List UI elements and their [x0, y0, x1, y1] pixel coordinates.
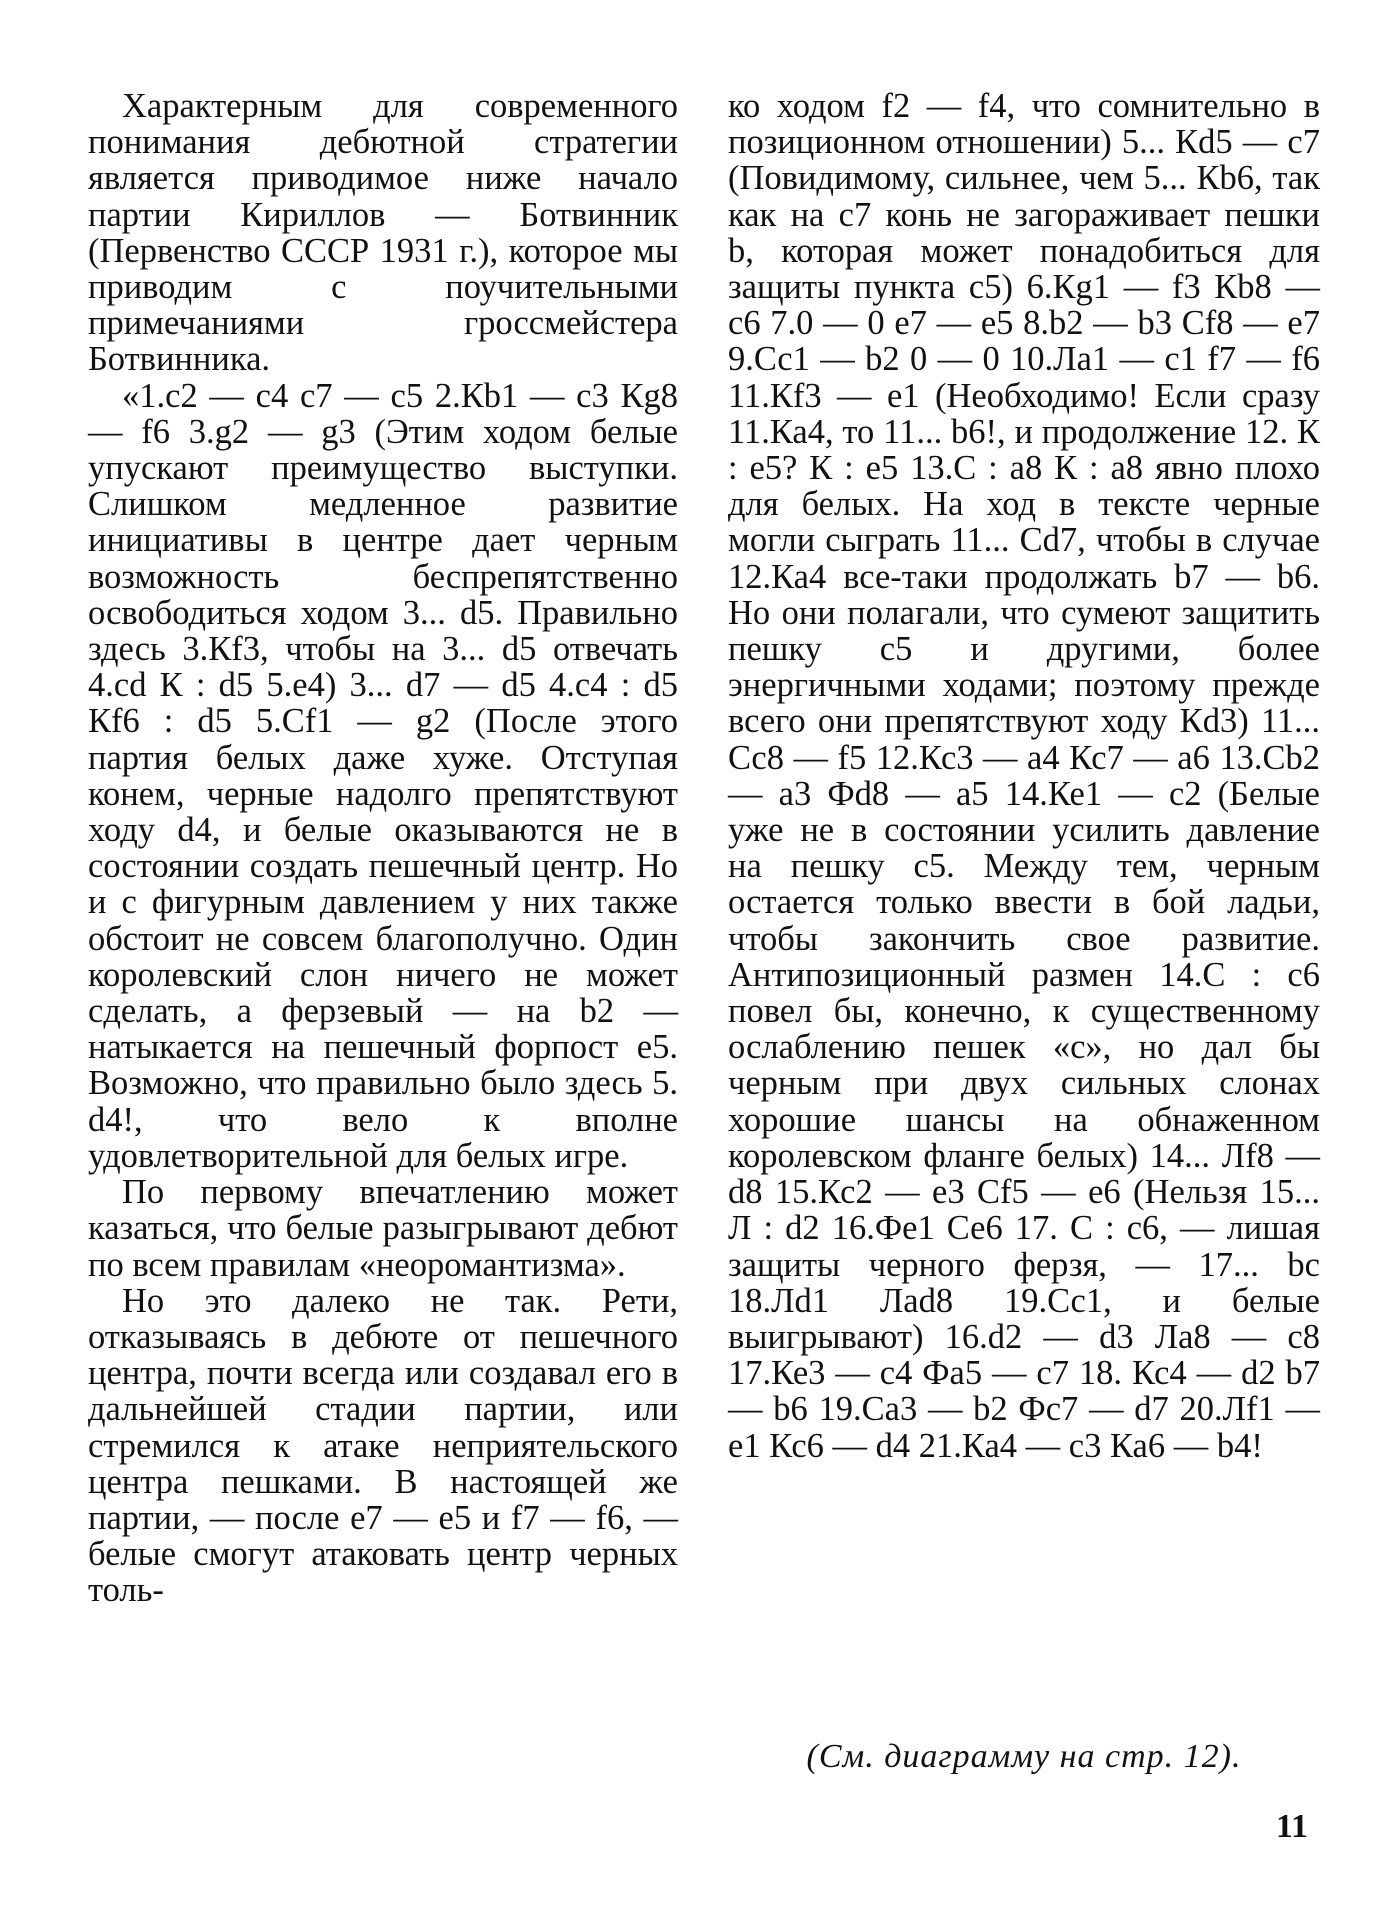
paragraph-reti: Но это далеко не так. Рети, отказываясь в дебюте от пешечного центра, почти всегда или создавал его в дальнейшей стадии партии, или стремился к атаке неприятельского центра пешками. В настоящей же партии, — после е7 — е5 и f7 — f6, — белые смогут атаковать центр черных толь- — [88, 1281, 678, 1610]
paragraph-impression: По первому впечатлению может казаться, что белые разыгрывают дебют по всем правилам «неоромантизма». — [88, 1173, 678, 1284]
diagram-reference-caption: (См. диаграмму на стр. 12). — [806, 1738, 1242, 1775]
paragraph-game-moves: «1.с2 — с4 с7 — с5 2.Кb1 — с3 Кg8 — f6 3.g2 — g3 (Этим ходом белые упускают преимущество выступки. Слишком медленное развитие инициативы в центре дает черным возможность беспрепятственно освободиться ходом 3... d5. Правильно здесь 3.Кf3, чтобы на 3... d5 отвечать 4.cd К : d5 5.е4) 3... d7 — d5 4.с4 : d5 Кf6 : d5 5.Сf1 — g2 (После этого партия белых даже хуже. Отступая конем, черные надолго препятствуют ходу d4, и белые оказываются не в состоянии создать пешечный центр. Но и с фигурным давлением у них также обстоит не совсем благополучно. Один королевский слон ничего не может сделать, а ферзевый — на b2 — натыкается на пешечный форпост е5. Возможно, что правильно было здесь 5. d4!, что вело к вполне удовлетворительной для белых игре. — [88, 376, 678, 1175]
page-number: 11 — [1275, 1808, 1308, 1845]
left-column — [88, 88, 678, 1609]
paragraph-continuation: ко ходом f2 — f4, что сомнительно в позиционном отношении) 5... Кd5 — с7 (Повидимому, сильнее, чем 5... Кb6, так как на с7 конь не загораживает пешки b, которая может понадобиться для защиты пункта с5) 6.Кg1 — f3 Кb8 — с6 7.0 — 0 е7 — е5 8.b2 — b3 Сf8 — е7 9.Сс1 — b2 0 — 0 10.Ла1 — с1 f7 — f6 11.Кf3 — е1 (Необходимо! Если сразу 11.Ка4, то 11... b6!, и продолжение 12. К : е5? К : е5 13.С : а8 К : а8 явно плохо для белых. На ход в тексте черные могли сыграть 11... Сd7, чтобы в случае 12.Ка4 все-таки продолжать b7 — b6. Но они полагали, что сумеют защитить пешку с5 и другими, более энергичными ходами; поэтому прежде всего они препятствуют ходу Кd3) 11... Сс8 — f5 12.Кс3 — а4 Кс7 — а6 13.Сb2 — а3 Фd8 — а5 14.Ке1 — с2 (Белые уже не в состоянии усилить давление на пешку с5. Между тем, черным остается только ввести в бой ладьи, чтобы закончить свое развитие. Антипозиционный размен 14.С : с6 повел бы, конечно, к существенному ослаблению пешек «с», но дал бы черным при двух сильных слонах хорошие шансы на обнаженном королевском фланге белых) 14... Лf8 — d8 15.Кс2 — е3 Сf5 — е6 (Нельзя 15... Л : d2 16.Фе1 Се6 17. С : с6, — лишая защиты черного ферзя, — 17... bc 18.Лd1 Лаd8 19.Сс1, и белые выигрывают) 16.d2 — d3 Ла8 — с8 17.Ке3 — с4 Фа5 — с7 18. Кс4 — d2 b7 — b6 19.Са3 — b2 Фс7 — d7 20.Лf1 — е1 Кс6 — d4 21.Ка4 — с3 Ка6 — b4! — [728, 87, 1320, 1465]
paragraph-intro: Характерным для современного понимания дебютной стратегии является приводимое ниже начало партии Кириллов — Ботвинник (Первенство СССР 1931 г.), которое мы приводим с поучительными примечаниями гроссмейстера Ботвинника. — [88, 87, 678, 379]
right-column — [728, 88, 1320, 1464]
